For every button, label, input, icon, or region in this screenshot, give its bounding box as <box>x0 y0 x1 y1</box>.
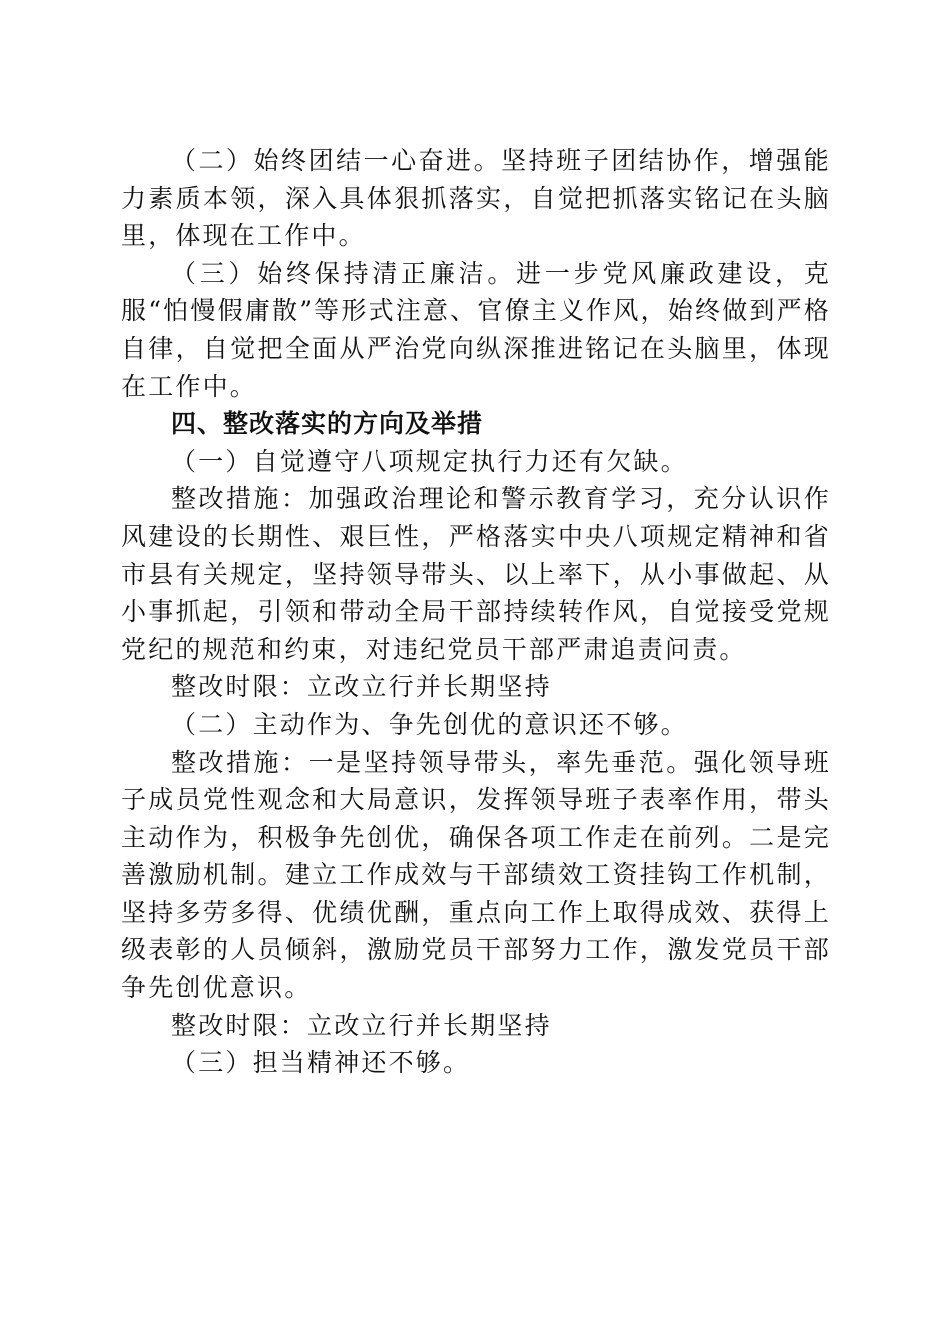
paragraph-integrity: （三）始终保持清正廉洁。进一步党风廉政建设，克服“怕慢假庸散”等形式注意、官僚主义作风，始终做到严格自律，自觉把全面从严治党向纵深推进铭记在头脑里，体现在工作中。 <box>121 258 831 401</box>
issue-2-measures: 整改措施：一是坚持领导带头，率先垂范。强化领导班子成员党性观念和大局意识，发挥领导班子表率作用，带头主动作为，积极争先创优，确保各项工作走在前列。二是完善激励机制。建立工作成效与干部绩效工资挂钩工作机制，坚持多劳多得、优绩优酬，重点向工作上取得成效、获得上级表彰的人员倾斜，激励党员干部努力工作，激发党员干部争先创优意识。 <box>121 747 831 1003</box>
issue-1-measures: 整改措施：加强政治理论和警示教育学习，充分认识作风建设的长期性、艰巨性，严格落实中央八项规定精神和省市县有关规定，坚持领导带头、以上率下，从小事做起、从小事抓起，引领和带动全局干部持续转作风，自觉接受党规党纪的规范和约束，对违纪党员干部严肃追责问责。 <box>121 484 831 664</box>
document-page <box>121 142 831 1082</box>
issue-1-deadline: 整改时限：立改立行并长期坚持 <box>171 672 552 702</box>
paragraph-unity: （二）始终团结一心奋进。坚持班子团结协作，增强能力素质本领，深入具体狠抓落实，自觉把抓落实铭记在头脑里，体现在工作中。 <box>121 146 831 251</box>
issue-1-title: （一）自觉遵守八项规定执行力还有欠缺。 <box>171 446 688 476</box>
issue-3-title: （三）担当精神还不够。 <box>171 1048 471 1078</box>
issue-2-deadline: 整改时限：立改立行并长期坚持 <box>171 1010 552 1040</box>
section-heading-rectification: 四、整改落实的方向及举措 <box>171 409 484 439</box>
issue-2-title: （二）主动作为、争先创优的意识还不够。 <box>171 709 688 739</box>
